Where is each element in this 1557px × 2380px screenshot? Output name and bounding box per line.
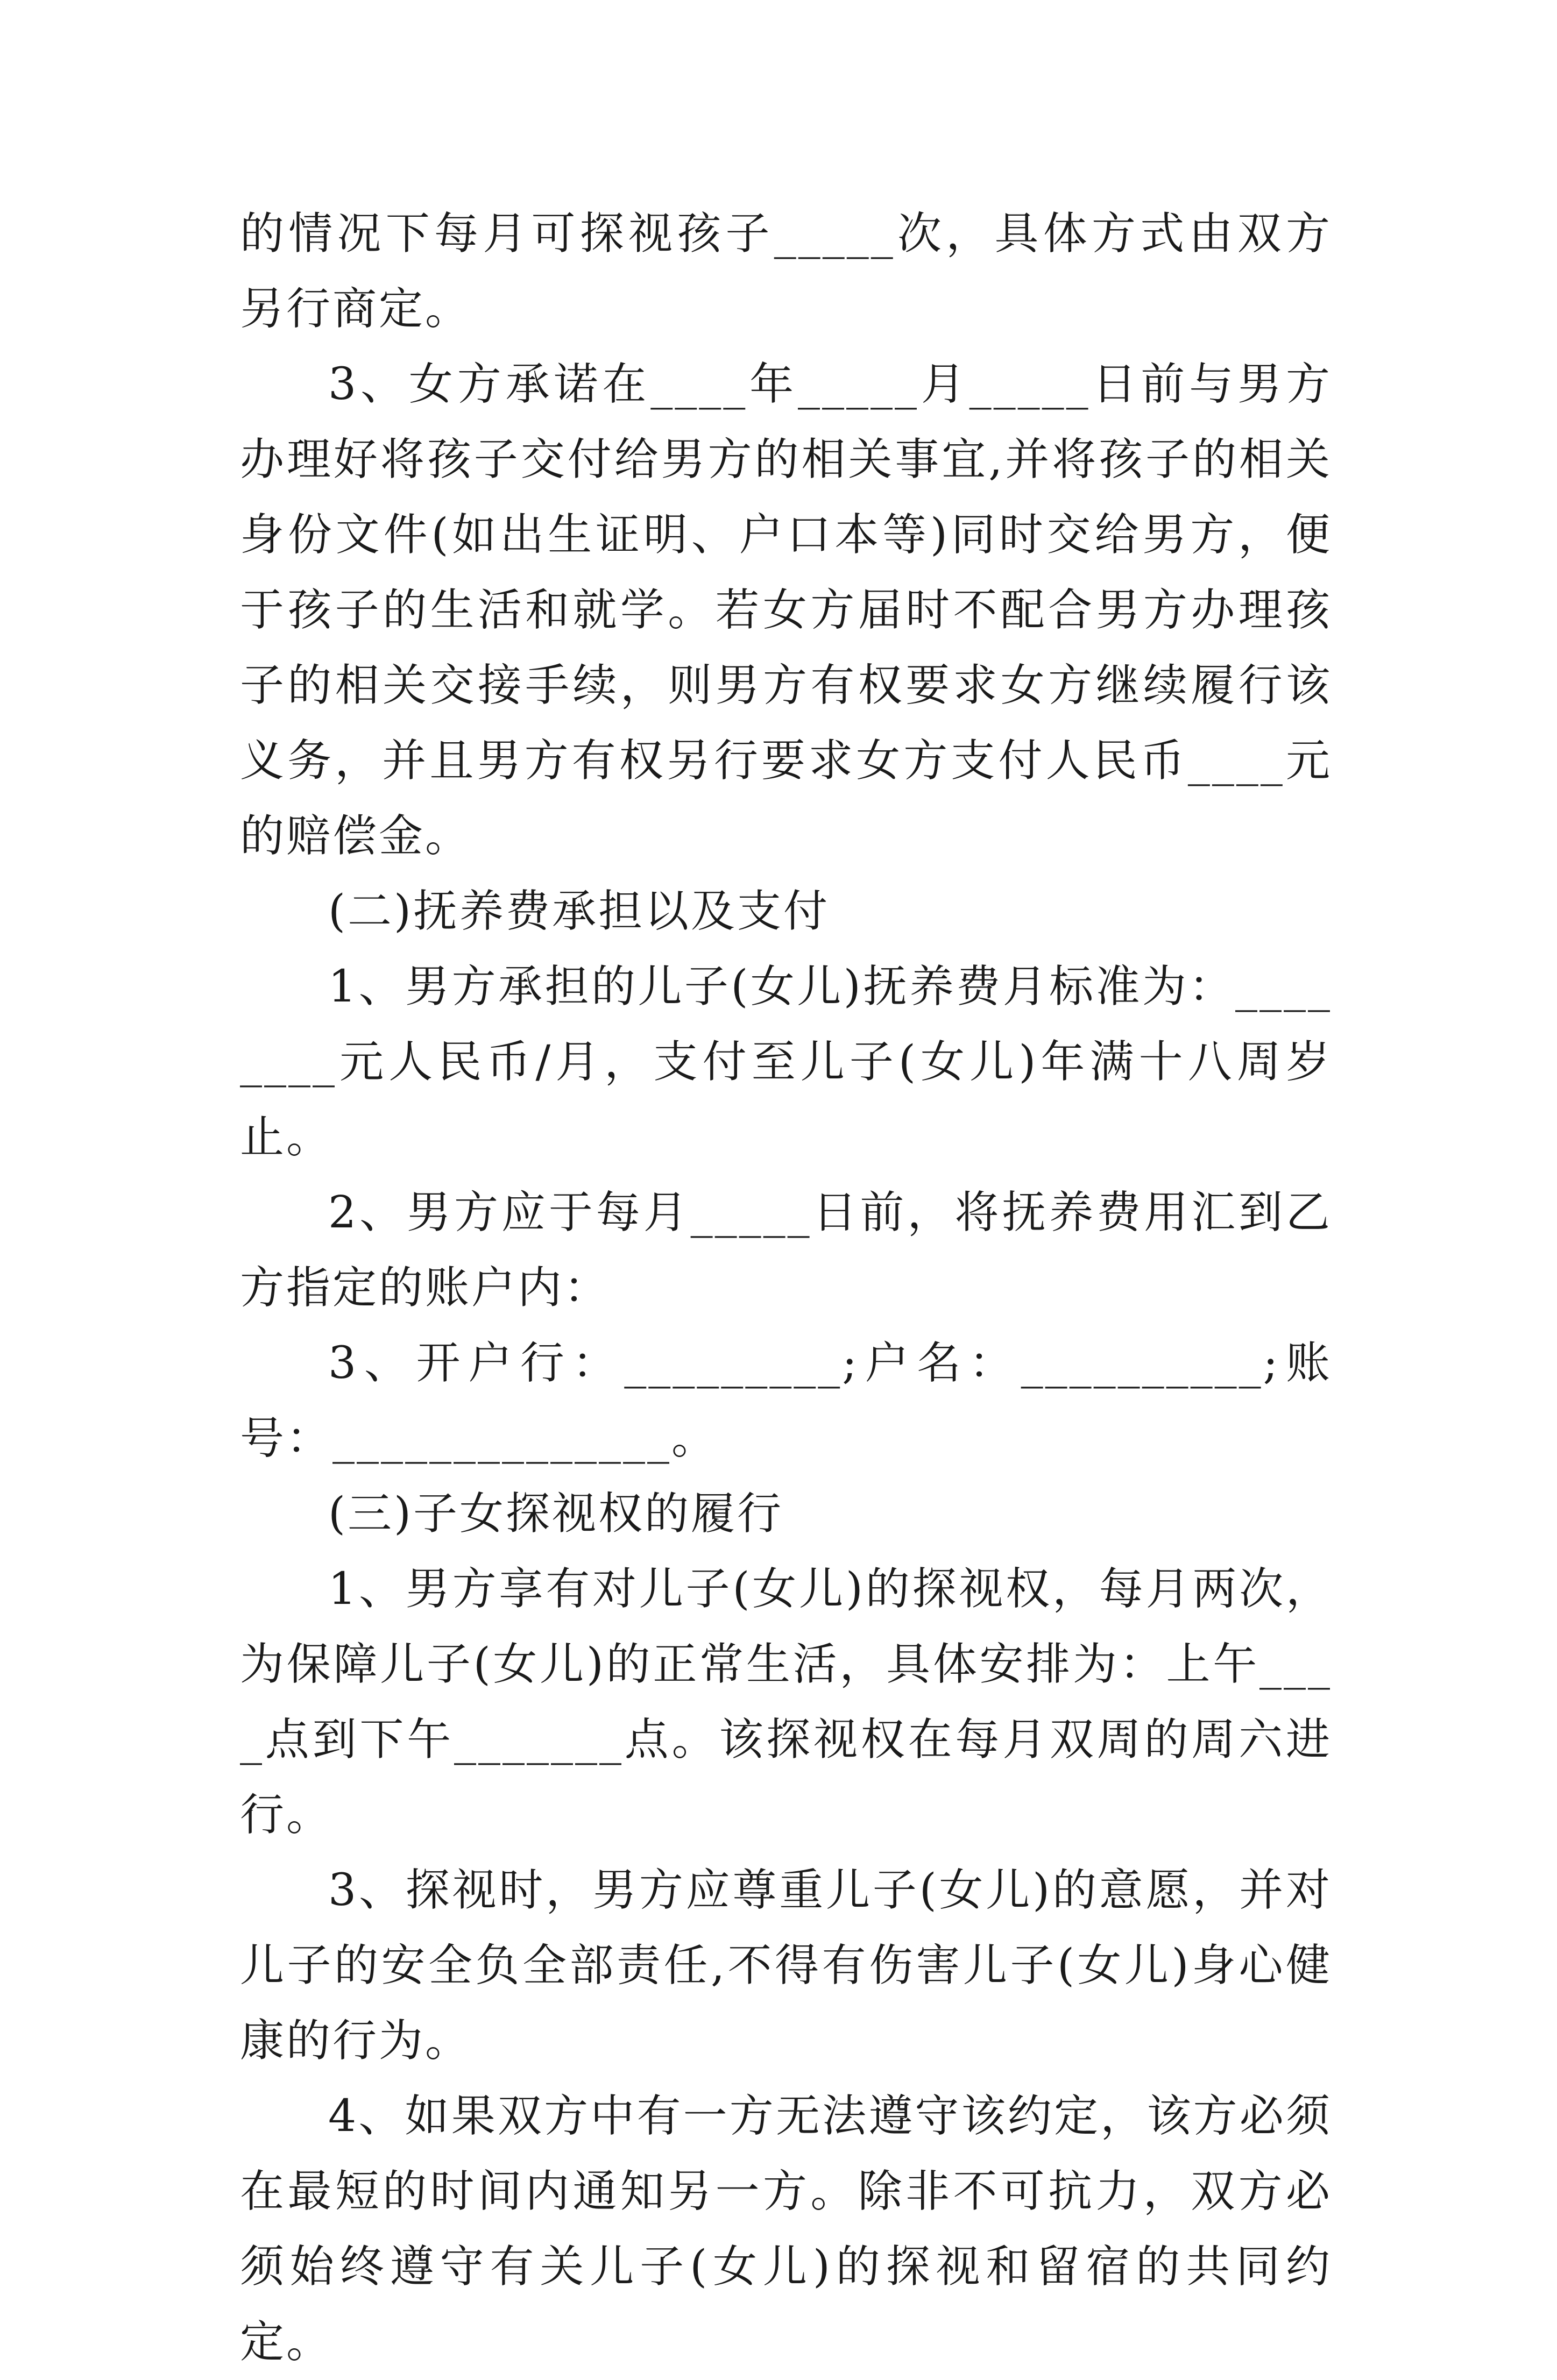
section-heading-child-support: (二)抚养费承担以及支付 xyxy=(328,886,830,937)
paragraph-visitation-safety: 3、探视时，男方应尊重儿子(女儿)的意愿，并对儿子的安全负全部责任,不得有伤害儿子(女儿)身心健康的行为。 xyxy=(240,1865,1332,2066)
document-body xyxy=(240,196,1332,2380)
paragraph-bank-account: 3、开户行：_________;户名：__________;账号：______________。 xyxy=(240,1338,1332,1464)
paragraph-agreement-compliance: 4、如果双方中有一方无法遵守该约定，该方必须在最短的时间内通知另一方。除非不可抗力，双方必须始终遵守有关儿子(女儿)的探视和留宿的共同约定。 xyxy=(240,2091,1332,2368)
paragraph-visitation-schedule: 1、男方享有对儿子(女儿)的探视权，每月两次，为保障儿子(女儿)的正常生活，具体安排为：上午____点到下午_______点。该探视权在每月双周的周六进行。 xyxy=(240,1564,1332,1841)
section-heading-visitation: (三)子女探视权的履行 xyxy=(328,1488,783,1539)
paragraph-payment-date: 2、男方应于每月_____日前，将抚养费用汇到乙方指定的账户内： xyxy=(240,1187,1332,1313)
paragraph-child-handover: 3、女方承诺在____年_____月_____日前与男方办理好将孩子交付给男方的相关事宜,并将孩子的相关身份文件(如出生证明、户口本等)同时交给男方，便于孩子的生活和就学。若女方届时不配合男方办理孩子的相关交接手续，则男方有权要求女方继续履行该义务，并且男方有权另行要求女方支付人民币____元的赔偿金。 xyxy=(240,359,1332,862)
paragraph-visit-frequency: 的情况下每月可探视孩子_____次，具体方式由双方另行商定。 xyxy=(240,208,1332,335)
paragraph-support-standard: 1、男方承担的儿子(女儿)抚养费月标准为：________元人民币/月，支付至儿子(女儿)年满十八周岁止。 xyxy=(240,961,1332,1163)
